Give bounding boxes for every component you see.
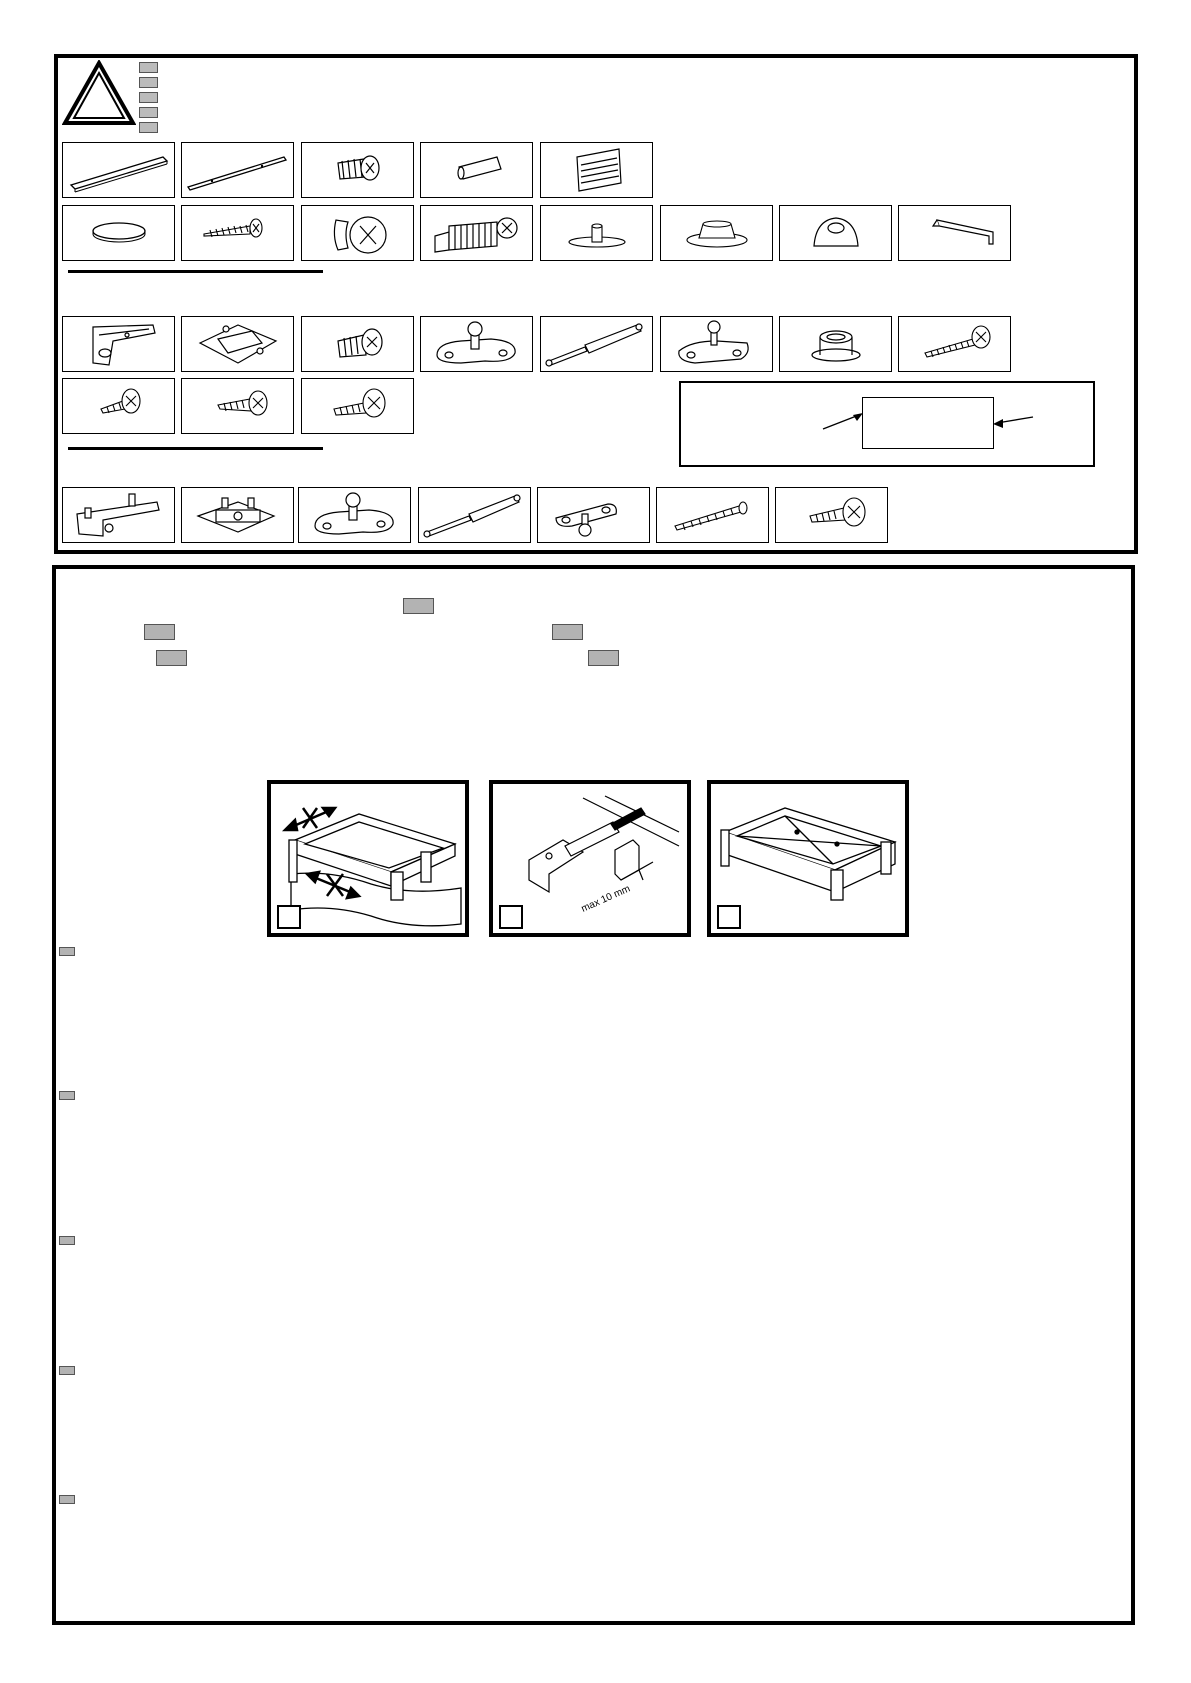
hinge-plate-icon: [182, 317, 293, 371]
part-tile-hinge-cup: [62, 316, 175, 372]
small-screw-icon: [63, 379, 174, 433]
hinge-plate-assembly-icon: [182, 488, 293, 542]
flat-pad-icon: [541, 206, 652, 260]
part-tile-hinge-assembly: [62, 487, 175, 543]
language-flag-5: [139, 122, 158, 133]
thin-rail-icon: [182, 143, 293, 197]
part-tile-wooden-dowel: [420, 142, 533, 198]
top-parts-panel: [54, 54, 1138, 554]
figure-1: [267, 780, 469, 937]
part-tile-allen-key: [898, 205, 1011, 261]
ball-stud-plate-icon: [299, 488, 410, 542]
language-badge-5: [588, 650, 619, 666]
flat-head-screw-icon: [776, 488, 887, 542]
part-tile-wood-screw: [898, 316, 1011, 372]
long-wood-screw-icon: [657, 488, 768, 542]
part-tile-round-bushing: [779, 316, 892, 372]
hinge-cup-icon: [63, 317, 174, 371]
language-badge-1: [403, 598, 434, 614]
figure-number-box-1: [277, 905, 301, 929]
part-tile-thin-rail: [181, 142, 294, 198]
part-tile-long-wood-screw: [656, 487, 769, 543]
cap-cover-icon: [780, 206, 891, 260]
gas-strut-icon: [419, 488, 530, 542]
language-marker-5: [59, 1495, 75, 1504]
angle-ball-bracket-icon: [661, 317, 772, 371]
part-tile-long-screw: [181, 205, 294, 261]
note-inner-box: [862, 397, 994, 449]
part-tile-small-screw: [62, 378, 175, 434]
part-tile-cam-lock: [301, 205, 414, 261]
part-tile-hex-nut-plate: [660, 205, 773, 261]
hinge-assembly-icon: [63, 488, 174, 542]
left-pointer-arrow-icon: [821, 409, 865, 433]
part-tile-cap-cover: [779, 205, 892, 261]
language-flag-4: [139, 107, 158, 118]
figure-number-box-2: [499, 905, 523, 929]
confirmat-bolt-icon: [421, 206, 532, 260]
figure-2-caption: max 10 mm: [579, 883, 632, 915]
medium-screw-icon: [182, 379, 293, 433]
warning-triangle-icon: [62, 60, 136, 126]
part-tile-hinge-plate: [181, 316, 294, 372]
section-divider-2: [68, 447, 323, 450]
part-tile-hinge-screw: [301, 316, 414, 372]
part-tile-angle-ball-bracket: [660, 316, 773, 372]
short-screw-icon: [302, 143, 413, 197]
language-marker-2: [59, 1091, 75, 1100]
part-tile-long-rail: [62, 142, 175, 198]
note-box: [679, 381, 1095, 467]
figure-3: [707, 780, 909, 937]
hex-nut-plate-icon: [661, 206, 772, 260]
metal-bracket-icon: [541, 143, 652, 197]
section-divider-1: [68, 270, 323, 273]
part-tile-flat-pad: [540, 205, 653, 261]
long-screw-icon: [182, 206, 293, 260]
language-flag-1: [139, 62, 158, 73]
gas-strut-icon: [541, 317, 652, 371]
part-tile-flat-head-screw: [775, 487, 888, 543]
cam-lock-icon: [302, 206, 413, 260]
ball-stud-plate-icon: [421, 317, 532, 371]
language-marker-1: [59, 947, 75, 956]
part-tile-medium-screw: [181, 378, 294, 434]
language-marker-4: [59, 1366, 75, 1375]
wide-head-screw-icon: [302, 379, 413, 433]
part-tile-gas-strut: [540, 316, 653, 372]
round-disc-icon: [63, 206, 174, 260]
language-marker-3: [59, 1236, 75, 1245]
long-rail-icon: [63, 143, 174, 197]
part-tile-wide-head-screw: [301, 378, 414, 434]
bottom-instructions-panel: [52, 565, 1135, 1625]
language-flag-3: [139, 92, 158, 103]
right-pointer-arrow-icon: [991, 411, 1035, 431]
wooden-dowel-icon: [421, 143, 532, 197]
hinge-screw-icon: [302, 317, 413, 371]
part-tile-metal-bracket: [540, 142, 653, 198]
part-tile-hinge-plate-assembly: [181, 487, 294, 543]
round-bushing-icon: [780, 317, 891, 371]
part-tile-short-screw: [301, 142, 414, 198]
figure-number-box-3: [717, 905, 741, 929]
language-badge-3: [552, 624, 583, 640]
part-tile-confirmat-bolt: [420, 205, 533, 261]
part-tile-ball-bracket: [537, 487, 650, 543]
part-tile-round-disc: [62, 205, 175, 261]
part-tile-gas-strut-2: [418, 487, 531, 543]
part-tile-ball-stud-plate: [420, 316, 533, 372]
language-flag-2: [139, 77, 158, 88]
allen-key-icon: [899, 206, 1010, 260]
language-badge-4: [156, 650, 187, 666]
wood-screw-icon: [899, 317, 1010, 371]
part-tile-ball-stud-plate-2: [298, 487, 411, 543]
language-badge-2: [144, 624, 175, 640]
ball-bracket-icon: [538, 488, 649, 542]
figure-2: [489, 780, 691, 937]
